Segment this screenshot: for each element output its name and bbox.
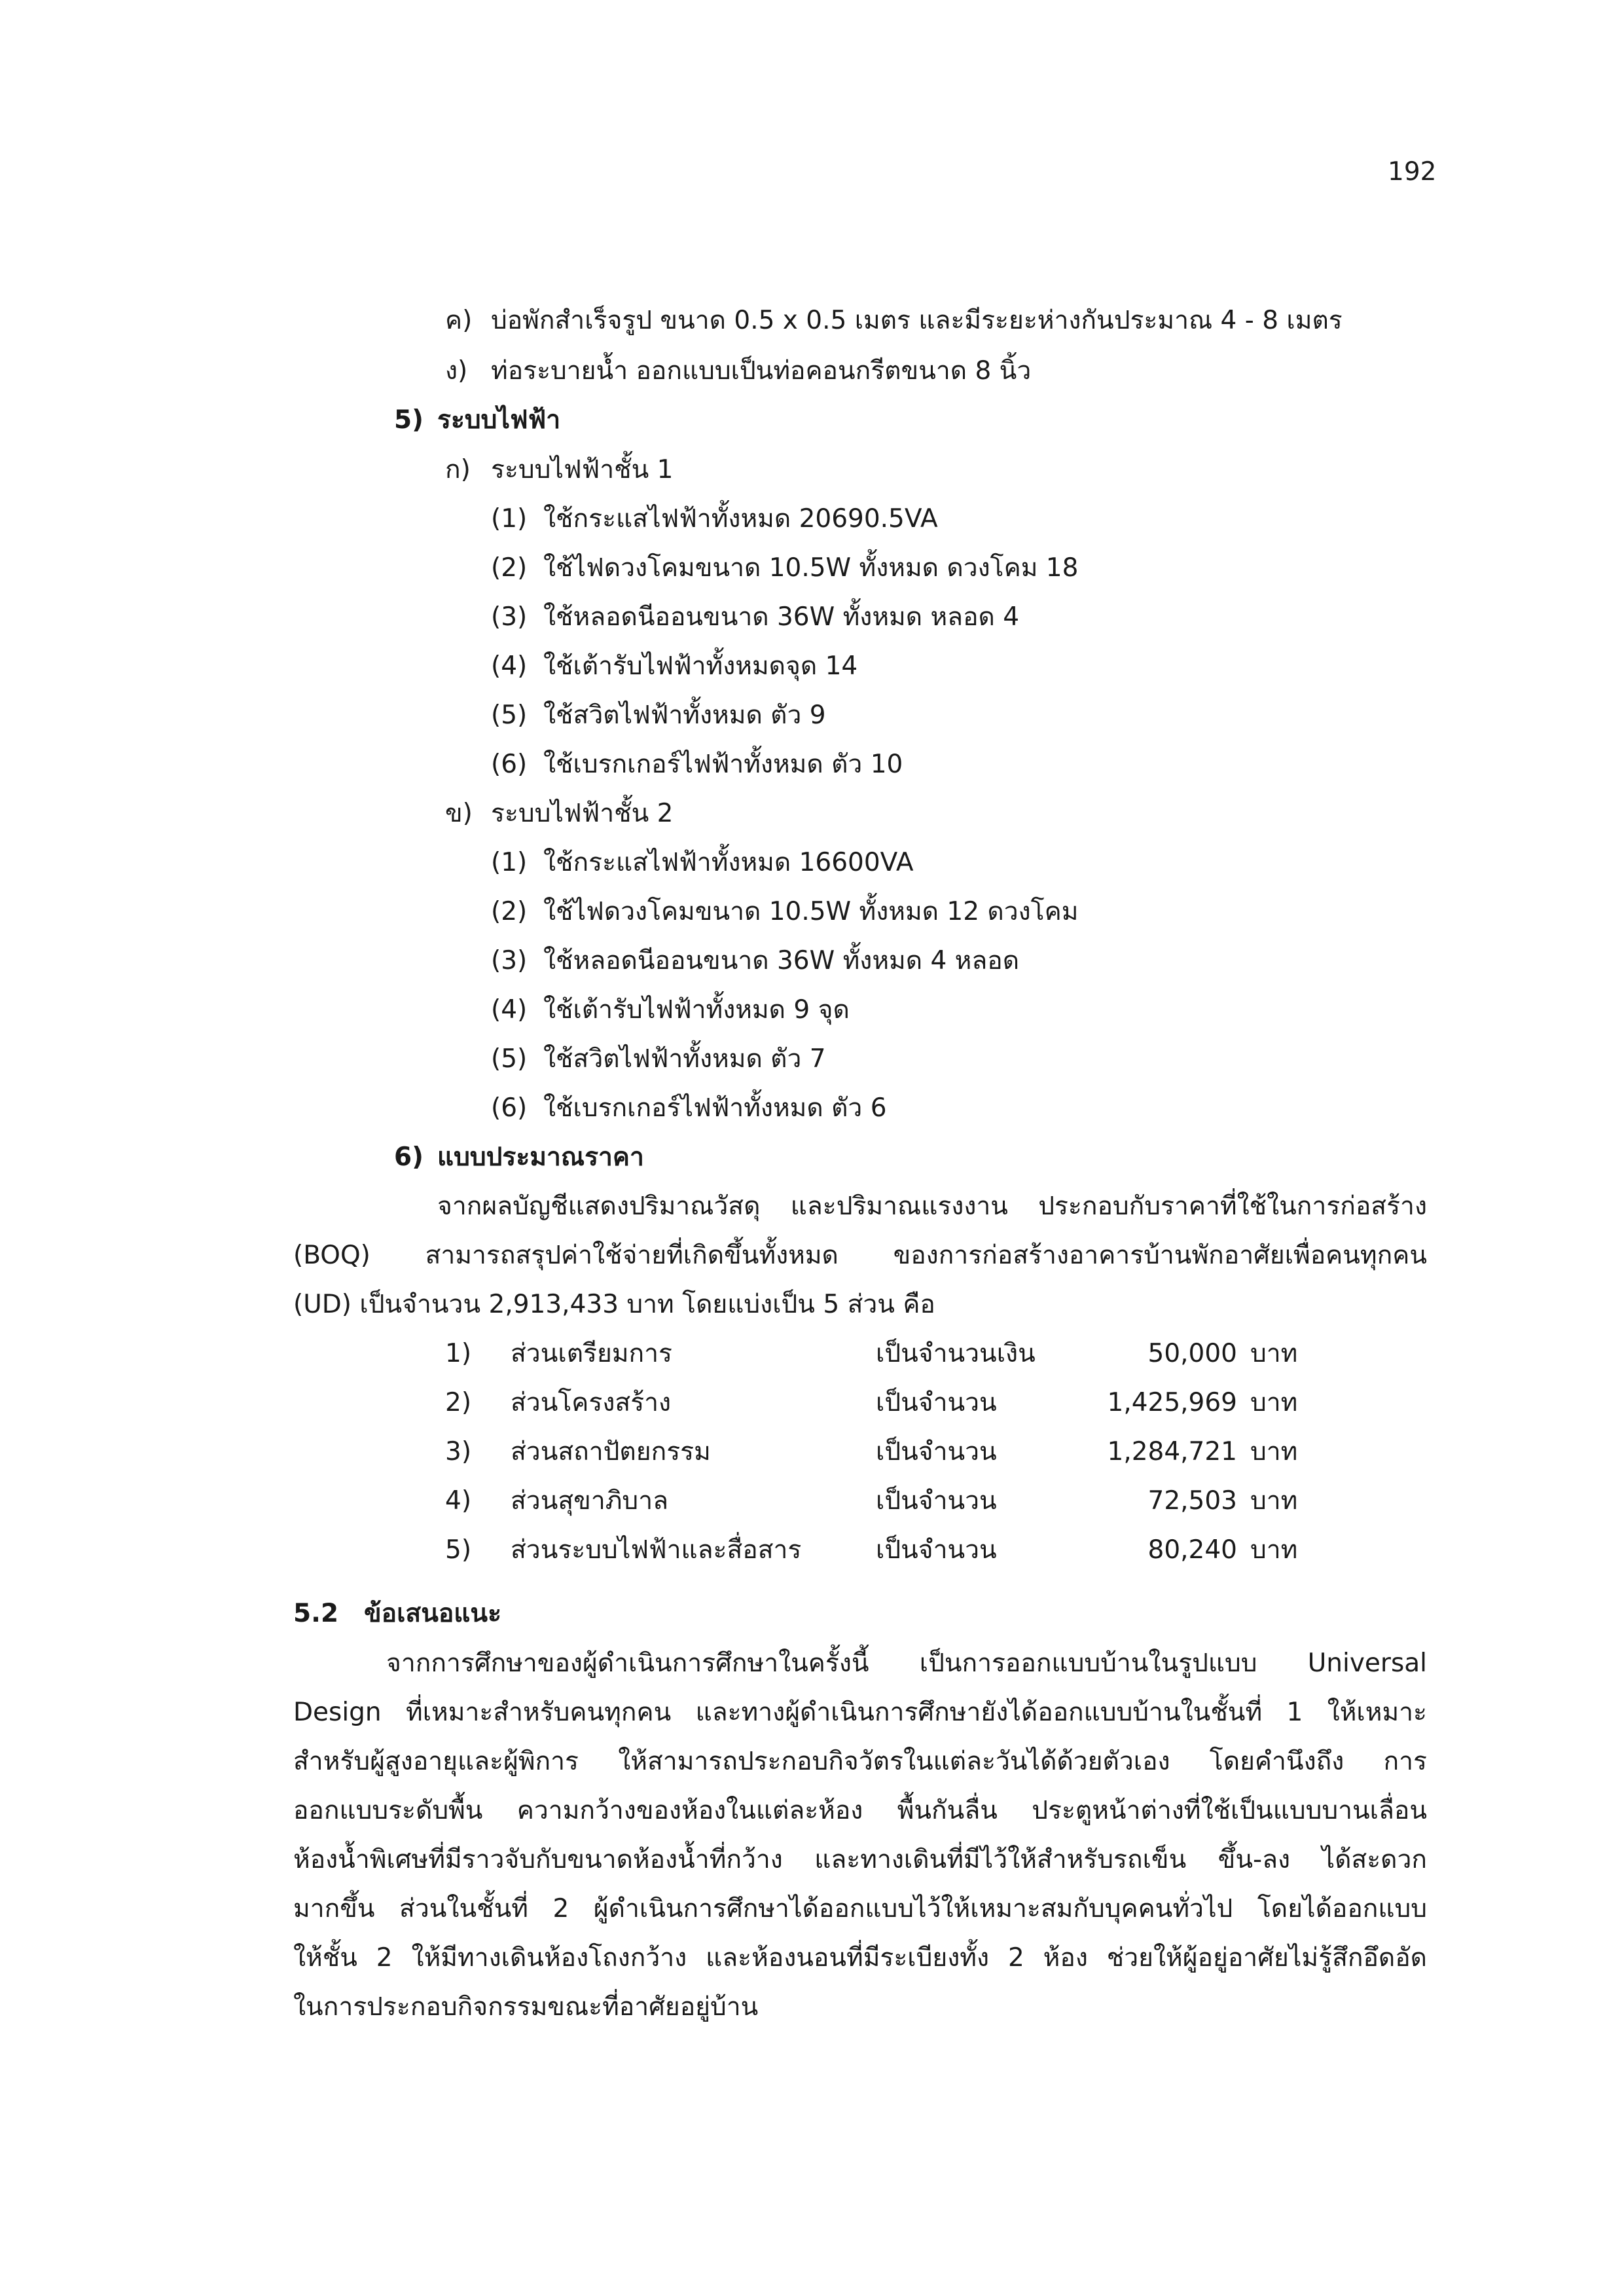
cost-row-amount: 50,000: [1147, 1339, 1237, 1368]
suggestion-paragraph-line: มากขึ้น ส่วนในชั้นที่ 2 ผู้ดำเนินการศึกษาได้ออกแบบไว้ให้เหมาะสมกับบุคคนทั่วไป โดยได้ออกแบบ: [293, 1894, 1427, 1923]
floor2-item-text: ใช้กระแสไฟฟ้าทั้งหมด 16600VA: [543, 848, 914, 877]
cost-row-unit: บาท: [1250, 1339, 1298, 1368]
cost-row-number: 1): [445, 1339, 472, 1368]
suggestion-paragraph-line: จากการศึกษาของผู้ดำเนินการศึกษาในครั้งนี้ เป็นการออกแบบบ้านในรูปแบบ Universal: [386, 1649, 1427, 1678]
cost-row-desc: เป็นจำนวนเงิน: [876, 1339, 1036, 1368]
floor1-item-text: ใช้หลอดนีออนขนาด 36W ทั้งหมด หลอด 4: [543, 602, 1020, 632]
suggestion-paragraph-line: Design ที่เหมาะสำหรับคนทุกคน และทางผู้ดำเนินการศึกษายังได้ออกแบบบ้านในชั้นที่ 1 ให้เหมาะ: [293, 1698, 1427, 1727]
cost-row-name: ส่วนโครงสร้าง: [511, 1388, 672, 1417]
cost-row-name: ส่วนเตรียมการ: [511, 1339, 672, 1368]
floor1-item-text: ใช้ไฟดวงโคมขนาด 10.5W ทั้งหมด ดวงโคม 18: [543, 553, 1079, 583]
cost-row-name: ส่วนสุขาภิบาล: [511, 1486, 668, 1516]
estimate-paragraph-line: จากผลบัญชีแสดงปริมาณวัสดุ และปริมาณแรงงาน ประกอบกับราคาที่ใช้ในการก่อสร้าง: [437, 1192, 1427, 1221]
floor1-title: ระบบไฟฟ้าชั้น 1: [491, 455, 674, 484]
electrical-heading-number: 5): [394, 405, 424, 435]
cost-row-number: 3): [445, 1437, 472, 1467]
cost-row-desc: เป็นจำนวน: [876, 1535, 997, 1565]
floor1-item-num: (6): [491, 750, 528, 779]
cost-row-amount: 1,284,721: [1107, 1437, 1237, 1467]
floor1-item-num: (4): [491, 651, 528, 681]
floor1-item-text: ใช้เบรกเกอร์ไฟฟ้าทั้งหมด ตัว 10: [543, 750, 903, 779]
estimate-heading-number: 6): [394, 1142, 424, 1172]
estimate-paragraph-line: (BOQ) สามารถสรุปค่าใช้จ่ายที่เกิดขึ้นทั้งหมด ของการก่อสร้างอาคารบ้านพักอาศัยเพื่อคนทุกคน: [293, 1241, 1427, 1270]
cost-row-unit: บาท: [1250, 1535, 1298, 1565]
floor2-item-text: ใช้หลอดนีออนขนาด 36W ทั้งหมด 4 หลอด: [543, 946, 1020, 975]
electrical-heading: ระบบไฟฟ้า: [437, 405, 561, 435]
cost-row-name: ส่วนสถาปัตยกรรม: [511, 1437, 711, 1467]
cost-row-unit: บาท: [1250, 1388, 1298, 1417]
floor2-item-text: ใช้เต้ารับไฟฟ้าทั้งหมด 9 จุด: [543, 995, 850, 1025]
suggestion-paragraph-line: สำหรับผู้สูงอายุและผู้พิการ ให้สามารถประกอบกิจวัตรในแต่ละวันได้ด้วยตัวเอง โดยคำนึงถึง การ: [293, 1747, 1427, 1776]
drainage-item-d-text: ท่อระบายน้ำ ออกแบบเป็นท่อคอนกรีตขนาด 8 นิ้ว: [491, 356, 1032, 386]
floor2-item-text: ใช้สวิตไฟฟ้าทั้งหมด ตัว 7: [543, 1044, 826, 1074]
floor1-item-num: (1): [491, 504, 528, 534]
drainage-item-c-text: บ่อพักสำเร็จรูป ขนาด 0.5 x 0.5 เมตร และมีระยะห่างกันประมาณ 4 - 8 เมตร: [491, 306, 1343, 335]
floor1-item-text: ใช้เต้ารับไฟฟ้าทั้งหมดจุด 14: [543, 651, 858, 681]
floor2-item-num: (3): [491, 946, 528, 975]
floor2-title: ระบบไฟฟ้าชั้น 2: [491, 799, 674, 828]
suggestion-paragraph-line: ในการประกอบกิจกรรมขณะที่อาศัยอยู่บ้าน: [293, 1992, 759, 2022]
floor2-item-num: (6): [491, 1093, 528, 1123]
floor1-item-num: (5): [491, 701, 528, 730]
suggestion-paragraph-line: ห้องน้ำพิเศษที่มีราวจับกับขนาดห้องน้ำที่กว้าง และทางเดินที่มีไว้ให้สำหรับรถเข็น ขึ้น-ลง ได้สะดวก: [293, 1845, 1427, 1874]
drainage-item-c-label: ค): [445, 306, 473, 335]
cost-row-desc: เป็นจำนวน: [876, 1486, 997, 1516]
cost-row-desc: เป็นจำนวน: [876, 1388, 997, 1417]
drainage-item-d-label: ง): [445, 356, 468, 386]
floor1-item-text: ใช้สวิตไฟฟ้าทั้งหมด ตัว 9: [543, 701, 826, 730]
cost-row-number: 5): [445, 1535, 472, 1565]
cost-row-amount: 72,503: [1147, 1486, 1237, 1516]
floor2-label: ข): [445, 799, 473, 828]
floor2-item-num: (4): [491, 995, 528, 1025]
cost-row-number: 4): [445, 1486, 472, 1516]
cost-row-name: ส่วนระบบไฟฟ้าและสื่อสาร: [511, 1535, 802, 1565]
floor2-item-text: ใช้เบรกเกอร์ไฟฟ้าทั้งหมด ตัว 6: [543, 1093, 887, 1123]
floor2-item-num: (1): [491, 848, 528, 877]
cost-row-unit: บาท: [1250, 1437, 1298, 1467]
floor1-item-text: ใช้กระแสไฟฟ้าทั้งหมด 20690.5VA: [543, 504, 938, 534]
cost-row-amount: 80,240: [1147, 1535, 1237, 1565]
suggestion-paragraph-line: ออกแบบระดับพื้น ความกว้างของห้องในแต่ละห้อง พื้นกันลื่น ประตูหน้าต่างที่ใช้เป็นแบบบานเลื่อน: [293, 1796, 1427, 1825]
suggestion-section-number: 5.2: [293, 1599, 339, 1628]
floor1-label: ก): [445, 455, 471, 484]
floor1-item-num: (2): [491, 553, 528, 583]
suggestion-heading: ข้อเสนอแนะ: [364, 1599, 502, 1628]
estimate-heading: แบบประมาณราคา: [437, 1142, 644, 1172]
floor2-item-text: ใช้ไฟดวงโคมขนาด 10.5W ทั้งหมด 12 ดวงโคม: [543, 897, 1079, 926]
cost-row-amount: 1,425,969: [1107, 1388, 1237, 1417]
page-number: 192: [1388, 157, 1437, 187]
suggestion-paragraph-line: ให้ชั้น 2 ให้มีทางเดินห้องโถงกว้าง และห้องนอนที่มีระเบียงทั้ง 2 ห้อง ช่วยให้ผู้อยู่อาศัยไม่รู้สึกอึดอัด: [293, 1943, 1427, 1973]
floor2-item-num: (2): [491, 897, 528, 926]
floor2-item-num: (5): [491, 1044, 528, 1074]
cost-row-unit: บาท: [1250, 1486, 1298, 1516]
estimate-paragraph-line: (UD) เป็นจำนวน 2,913,433 บาท โดยแบ่งเป็น 5 ส่วน คือ: [293, 1290, 935, 1319]
cost-row-number: 2): [445, 1388, 472, 1417]
cost-row-desc: เป็นจำนวน: [876, 1437, 997, 1467]
floor1-item-num: (3): [491, 602, 528, 632]
